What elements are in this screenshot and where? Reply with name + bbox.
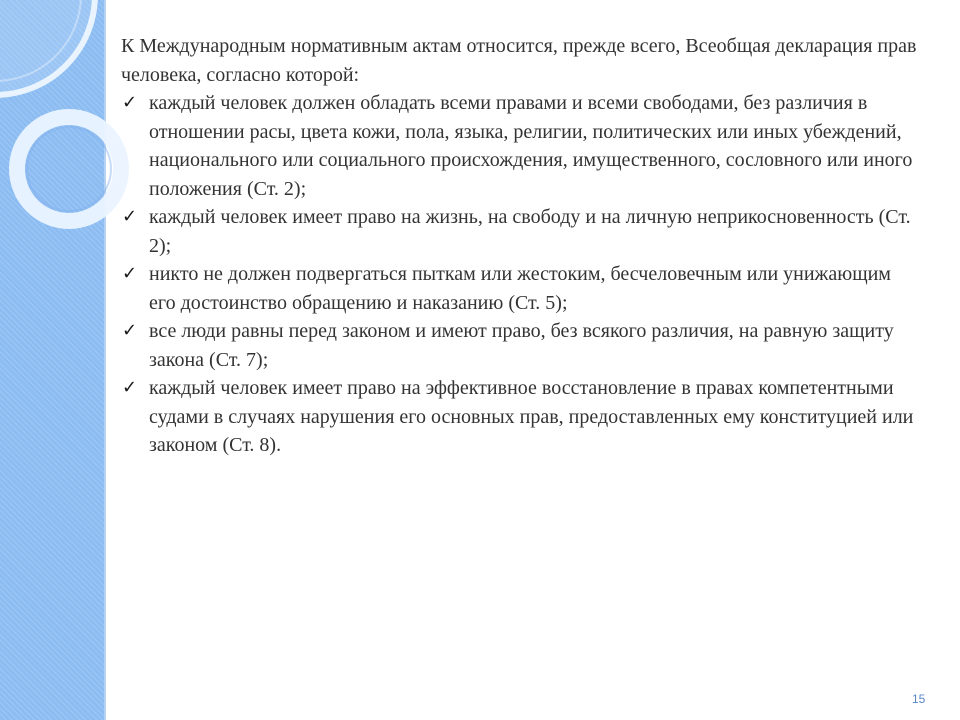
rights-list [121, 89, 921, 460]
list-item-text: каждый человек имеет право на жизнь, на свободу и на личную неприкосновенность (Ст. 2); [149, 206, 911, 257]
check-icon: ✓ [122, 92, 138, 113]
small-ring-inner [27, 127, 111, 211]
small-ring [17, 117, 121, 221]
list-item-text: все люди равны перед законом и имеют право, без всякого различия, на равную защиту закона (Ст. 7); [149, 320, 894, 371]
slide-content [121, 32, 921, 460]
check-icon: ✓ [122, 377, 138, 398]
list-item-text: каждый человек должен обладать всеми правами и всеми свободами, без различия в отношении расы, цвета кожи, пола, языка, религии, политических или иных убеждений, национального или социального происхождения, имущественного, сословного или иного положения (Ст. 2); [149, 92, 913, 200]
list-item [121, 203, 921, 260]
intro-paragraph: К Международным нормативным актам относится, прежде всего, Всеобщая декларация прав человека, согласно которой: [121, 35, 917, 86]
list-item [121, 89, 921, 203]
list-item [121, 260, 921, 317]
check-icon: ✓ [122, 320, 138, 341]
list-item [121, 317, 921, 374]
list-item-text: каждый человек имеет право на эффективное восстановление в правах компетентными судами в случаях нарушения его основных прав, предоставленных ему конституцией или законом (Ст. 8). [149, 377, 914, 456]
list-item [121, 374, 921, 460]
page-number: 15 [912, 692, 926, 706]
check-icon: ✓ [122, 263, 138, 284]
check-icon: ✓ [122, 206, 138, 227]
large-ring [0, 0, 95, 95]
list-item-text: никто не должен подвергаться пыткам или жестоким, бесчеловечным или унижающим его достоинство обращению и наказанию (Ст. 5); [149, 263, 891, 314]
decorative-rings [0, 0, 130, 260]
